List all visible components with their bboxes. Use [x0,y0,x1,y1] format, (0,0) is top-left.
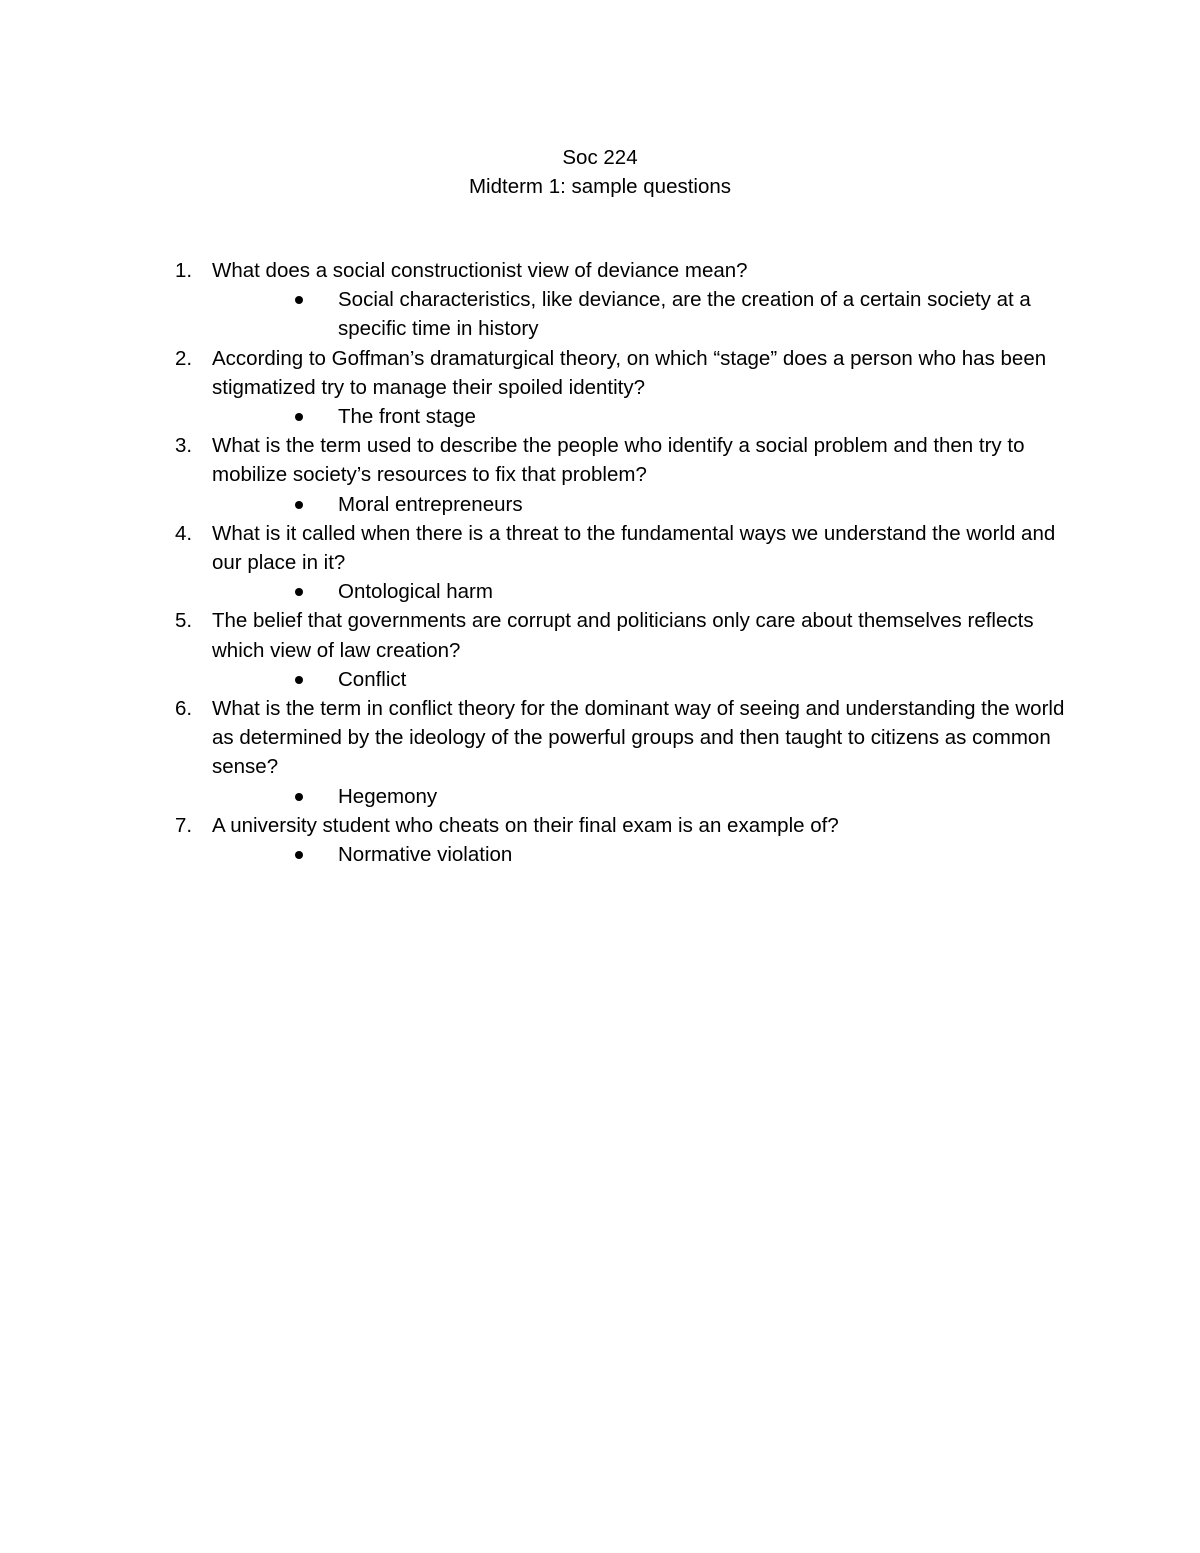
answer-item [212,665,1075,694]
answer-list [212,402,1075,431]
bullet-icon [295,676,303,684]
question-text: The belief that governments are corrupt and politicians only care about themselves reflects which view of law creation? [212,609,1034,662]
question-number: 3. [175,434,193,458]
answer-text: The front stage [338,405,476,429]
question-item [175,519,1075,607]
course-title: Soc 224 [562,146,638,169]
answer-list [212,840,1075,869]
question-list [175,256,1075,869]
document-header [0,143,1200,201]
question-number: 1. [175,259,193,282]
question-item [175,256,1075,344]
question-text: What is it called when there is a threat to the fundamental ways we understand the world and our place in it? [212,521,1056,575]
question-text: What does a social constructionist view of deviance mean? [212,259,748,282]
bullet-icon [295,851,303,859]
bullet-icon [295,588,303,596]
document-subtitle: Midterm 1: sample questions [468,175,732,198]
question-text: According to Goffman’s dramaturgical theory, on which “stage” does a person who has been stigmatized try to manage their spoiled identity? [212,346,1047,399]
question-number: 5. [175,609,193,633]
question-item [175,694,1075,811]
answer-item [212,782,1075,811]
answer-list [212,782,1075,811]
answer-list [212,490,1075,519]
answer-item [212,490,1075,519]
answer-text: Conflict [338,667,407,691]
answer-list [212,577,1075,606]
question-number: 2. [175,346,193,370]
answer-list [212,285,1075,343]
question-item [175,606,1075,694]
question-number: 4. [175,521,193,545]
bullet-icon [295,413,303,421]
answer-item [212,285,1075,343]
answer-text: Ontological harm [338,580,493,604]
answer-list [212,665,1075,694]
question-text: A university student who cheats on their final exam is an example of? [212,813,839,837]
question-number: 6. [175,697,193,721]
question-item [175,344,1075,432]
answer-text: Normative violation [338,843,513,867]
answer-text: Hegemony [338,784,438,808]
answer-item [212,577,1075,606]
question-item [175,811,1075,869]
answer-text: Moral entrepreneurs [338,492,523,516]
question-text: What is the term used to describe the people who identify a social problem and then try to mobilize society’s resources to fix that problem? [212,434,1025,487]
bullet-icon [295,296,303,304]
answer-item [212,402,1075,431]
question-item [175,431,1075,519]
question-text: What is the term in conflict theory for the dominant way of seeing and understanding the world as determined by the ideology of the powerful groups and then taught to citizens as common sense? [212,697,1065,779]
question-number: 7. [175,813,193,837]
answer-item [212,840,1075,869]
bullet-icon [295,501,303,509]
bullet-icon [295,793,303,801]
answer-text: Social characteristics, like deviance, are the creation of a certain society at a specific time in history [338,288,1031,341]
